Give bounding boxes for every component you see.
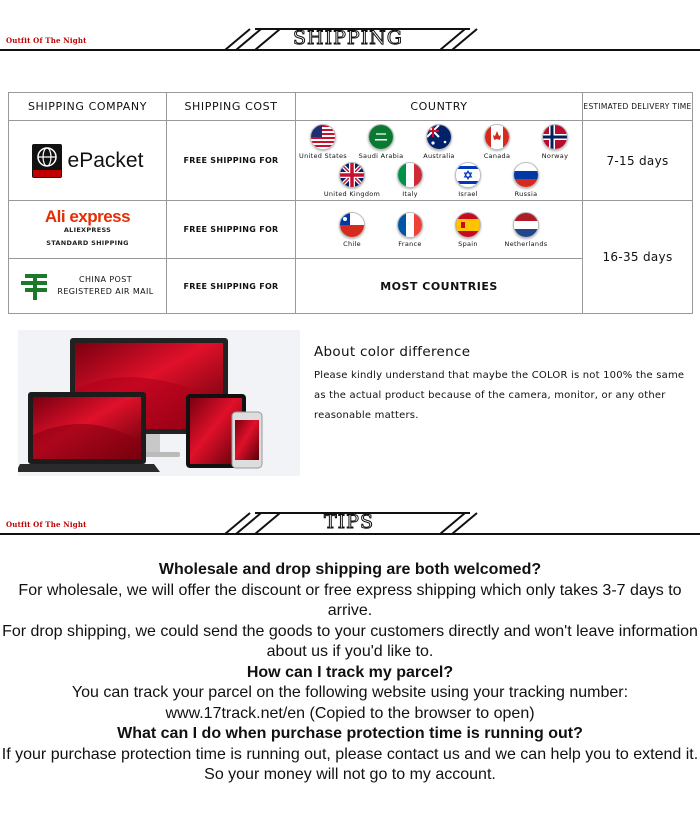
- shipping-banner: [0, 27, 700, 63]
- flag-france-icon: [397, 212, 423, 238]
- header-estimated-delivery: ESTIMATED DELIVERY TIME: [583, 93, 693, 121]
- aliexpress-logo: Ali express: [44, 206, 131, 226]
- country-russia: [500, 162, 552, 198]
- shipping-table: [8, 92, 693, 314]
- tip-question: How can I track my parcel?: [246, 663, 454, 681]
- country-name: Russia: [514, 189, 538, 198]
- epacket-label: ePacket: [67, 148, 144, 172]
- tip-answer: For drop shipping, we could send the goods to your customers directly and won't leave information about us if you'd like to.: [2, 622, 698, 660]
- table-row-epacket: [9, 121, 693, 201]
- brand-name: Outfit Of The Night: [6, 520, 87, 529]
- country-france: [384, 212, 436, 248]
- delivery-aliexpress-chinapost: 16-35 days: [583, 201, 693, 314]
- cost-epacket: FREE SHIPPING FOR: [167, 121, 296, 201]
- countries-epacket: [296, 121, 583, 201]
- flag-australia-icon: [426, 124, 452, 150]
- tip-answer: You can track your parcel on the following website using your tracking number:: [71, 684, 629, 701]
- country-spain: [442, 212, 494, 248]
- company-epacket: [9, 121, 167, 201]
- country-name: United States: [299, 151, 347, 160]
- epacket-logo-icon: [32, 144, 62, 178]
- table-row-aliexpress: [9, 201, 693, 259]
- cost-aliexpress: FREE SHIPPING FOR: [167, 201, 296, 259]
- country-name: Chile: [343, 239, 361, 248]
- tip-answer: www.17track.net/en (Copied to the browser to open): [165, 704, 535, 722]
- about-title: About color difference: [314, 344, 471, 360]
- china-post-line1: CHINA POST: [78, 275, 133, 284]
- company-aliexpress: [9, 201, 167, 259]
- flag-norway-icon: [542, 124, 568, 150]
- country-israel: [442, 162, 494, 198]
- china-post-line2: REGISTERED AIR MAIL: [57, 287, 154, 296]
- tip-answer: For wholesale, we will offer the discount or free express shipping which only takes 3-7 days to arrive.: [18, 581, 682, 619]
- country-name: Italy: [402, 189, 418, 198]
- aliexpress-line1: ALIEXPRESS: [63, 225, 112, 234]
- country-name: United Kingdom: [323, 189, 381, 198]
- country-australia: [413, 124, 465, 160]
- country-name: Netherlands: [504, 239, 548, 248]
- flag-italy-icon: [397, 162, 423, 188]
- country-canada: [471, 124, 523, 160]
- banner-title: TIPS: [324, 511, 374, 533]
- brand-name: Outfit Of The Night: [6, 36, 87, 45]
- table-header-row: [9, 93, 693, 121]
- about-text: Please kindly understand that maybe the COLOR is not 100% the same as the actual product because of the camera, monitor, or any other reasonable matters.: [314, 370, 685, 421]
- countries-china-post: MOST COUNTRIES: [296, 259, 583, 314]
- header-shipping-cost: SHIPPING COST: [167, 93, 296, 121]
- flag-spain-icon: [455, 212, 481, 238]
- flag-netherlands-icon: [513, 212, 539, 238]
- country-name: Norway: [541, 151, 569, 160]
- flag-russia-icon: [513, 162, 539, 188]
- tips-section: [0, 560, 700, 786]
- flag-chile-icon: [339, 212, 365, 238]
- country-name: Spain: [458, 239, 478, 248]
- countries-aliexpress: [296, 201, 583, 259]
- country-name: Canada: [483, 151, 511, 160]
- tip-question: What can I do when purchase protection time is running out?: [117, 725, 583, 742]
- devices-illustration: [18, 330, 300, 476]
- delivery-epacket: 7-15 days: [583, 121, 693, 201]
- aliexpress-line2: STANDARD SHIPPING: [46, 238, 129, 247]
- country-norway: [529, 124, 581, 160]
- tip-answer: If your purchase protection time is running out, please contact us and we can help you to extend it. So your money will not go to my account.: [1, 745, 699, 783]
- tip-question: Wholesale and drop shipping are both welcomed?: [158, 561, 542, 578]
- china-post-logo-icon: [21, 272, 51, 300]
- cost-china-post: FREE SHIPPING FOR: [167, 259, 296, 314]
- banner-title: SHIPPING: [293, 27, 403, 49]
- header-country: COUNTRY: [296, 93, 583, 121]
- country-name: Australia: [423, 151, 455, 160]
- country-name: Israel: [458, 189, 478, 198]
- country-italy: [384, 162, 436, 198]
- flag-canada-icon: [484, 124, 510, 150]
- flag-united-kingdom-icon: [339, 162, 365, 188]
- header-shipping-company: SHIPPING COMPANY: [9, 93, 167, 121]
- country-netherlands: [500, 212, 552, 248]
- tips-banner: [0, 511, 700, 547]
- country-united-kingdom: [323, 162, 381, 198]
- company-china-post: [9, 259, 167, 314]
- country-united-states: [297, 124, 349, 160]
- flag-list: [296, 122, 582, 200]
- flag-saudi-arabia-icon: [368, 124, 394, 150]
- country-name: Saudi Arabia: [358, 151, 404, 160]
- flag-united-states-icon: [310, 124, 336, 150]
- flag-israel-icon: [455, 162, 481, 188]
- country-saudi-arabia: [355, 124, 407, 160]
- flag-list: [296, 210, 582, 250]
- country-chile: [326, 212, 378, 248]
- country-name: France: [398, 239, 422, 248]
